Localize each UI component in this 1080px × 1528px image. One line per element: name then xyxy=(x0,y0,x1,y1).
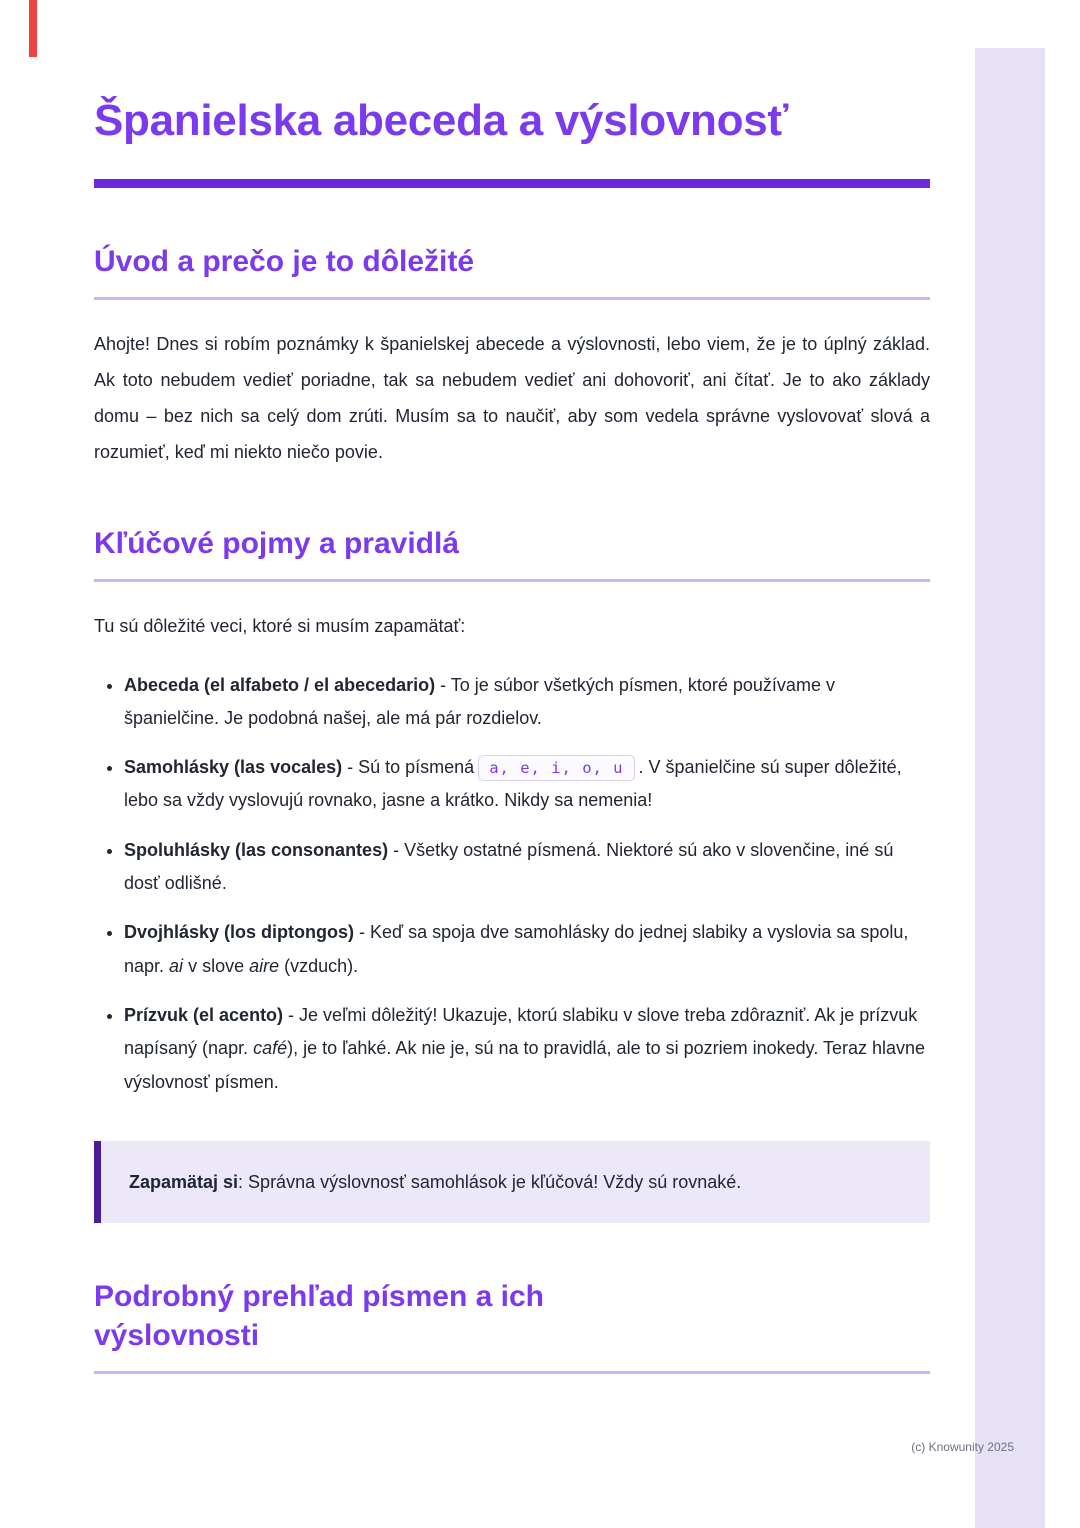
text-segment: v slove xyxy=(183,955,250,976)
text-segment: - Keď sa spoja dve samohlásky do jednej slabiky a vyslovia sa spolu, napr. xyxy=(124,922,909,976)
text-segment: - Všetky ostatné písmená. Niektoré sú ako v slovenčine, iné sú dosť odlišné. xyxy=(124,839,894,894)
text-segment: . V španielčine sú super dôležité, lebo sa vždy vyslovujú rovnako, jasne a krátko. Nikdy sa nemenia! xyxy=(124,757,902,811)
concepts-lead: Tu sú dôležité veci, ktoré si musím zapamätať: xyxy=(94,616,466,637)
page-title: Španielska abeceda a výslovnosť xyxy=(94,96,789,145)
callout-note xyxy=(94,1141,930,1223)
text-segment: aire xyxy=(249,955,280,976)
section-heading-detail: Podrobný prehľad písmen a ich výslovnosti xyxy=(94,1280,544,1353)
list-item-prizvuk xyxy=(124,999,930,1099)
list-item-spoluhlasky xyxy=(124,834,930,901)
concepts-list xyxy=(94,669,930,1099)
section-heading-concepts: Kľúčové pojmy a pravidlá xyxy=(94,527,460,561)
text-segment: Zapamätaj si xyxy=(129,1171,239,1192)
document-content xyxy=(94,0,930,1374)
red-accent-mark xyxy=(29,0,37,57)
text-segment: - Je veľmi dôležitý! Ukazuje, ktorú slabiku v slove treba zdôrazniť. Ak je prízvuk napísaný (napr. xyxy=(124,1004,918,1059)
text-segment: Prízvuk (el acento) xyxy=(124,1004,284,1025)
text-segment: - Sú to písmená xyxy=(342,757,475,778)
text-segment: Dvojhlásky (los diptongos) xyxy=(124,922,355,943)
text-segment: a, e, i, o, u xyxy=(478,755,634,781)
text-segment: ), je to ľahké. Ak nie je, sú na to pravidlá, ale to si pozriem inokedy. Teraz hlavne výslovnosť písmen. xyxy=(124,1038,926,1092)
text-segment: Samohlásky (las vocales) xyxy=(124,757,343,778)
list-item-dvojhlasky xyxy=(124,916,930,983)
copyright-text: (c) Knowunity 2025 xyxy=(911,1440,1014,1454)
right-side-strip xyxy=(975,48,1045,1528)
text-segment: (vzduch). xyxy=(279,955,359,976)
section-concepts xyxy=(94,524,930,1223)
intro-paragraph: Ahojte! Dnes si robím poznámky k španielskej abecede a výslovnosti, lebo viem, že je to úplný základ. Ak toto nebudem vedieť poriadne, tak sa nebudem vedieť ani dohovoriť, ani čítať. Je to ako základy domu – bez nich sa celý dom zrúti. Musím sa to naučiť, aby som vedela správne vyslovovať slová a rozumieť, keď mi niekto niečo povie. xyxy=(94,334,930,463)
text-segment: : Správna výslovnosť samohlások je kľúčová! Vždy sú rovnaké. xyxy=(238,1171,742,1192)
text-segment: Abeceda (el alfabeto / el abecedario) xyxy=(124,674,436,695)
title-divider xyxy=(94,179,930,188)
section-divider-concepts xyxy=(94,579,930,582)
list-item-samohlasky xyxy=(124,751,930,818)
text-segment: Spoluhlásky (las consonantes) xyxy=(124,839,389,860)
text-segment: ai xyxy=(169,955,184,976)
text-segment: café xyxy=(253,1038,288,1059)
section-divider-intro xyxy=(94,297,930,300)
list-item-abeceda xyxy=(124,669,930,736)
section-intro xyxy=(94,242,930,470)
section-detail xyxy=(94,1277,930,1374)
callout-text xyxy=(129,1165,902,1199)
text-segment: - To je súbor všetkých písmen, ktoré používame v španielčine. Je podobná našej, ale má pár rozdielov. xyxy=(124,674,835,728)
section-heading-intro: Úvod a prečo je to dôležité xyxy=(94,245,475,279)
section-divider-detail xyxy=(94,1371,930,1374)
